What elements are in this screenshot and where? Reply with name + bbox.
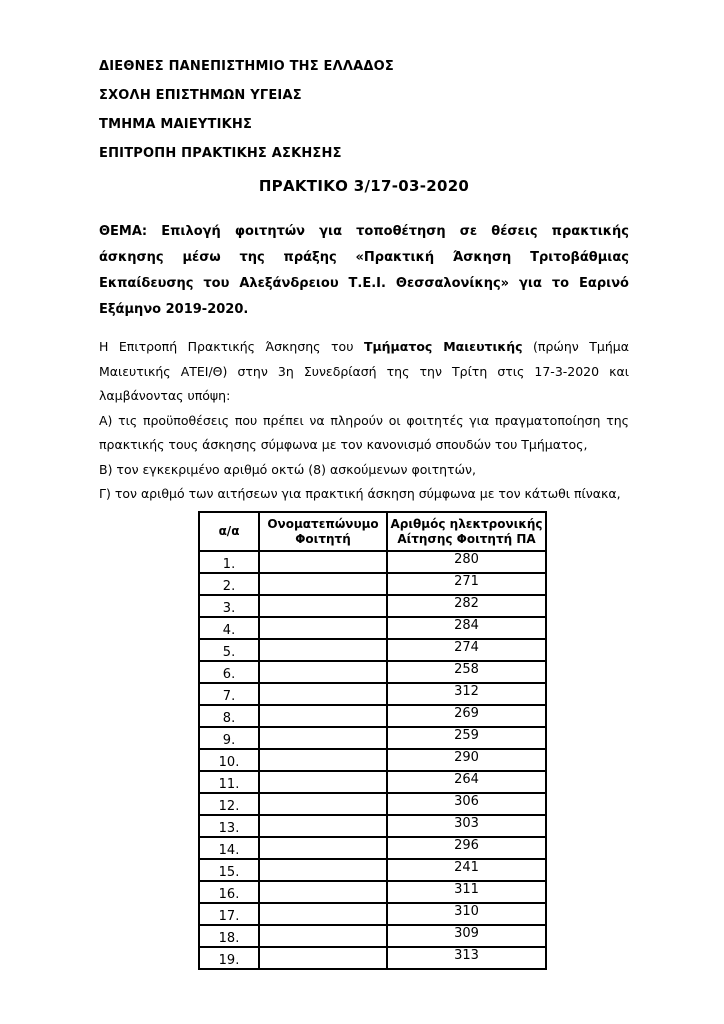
table-row [199,815,546,837]
application-number-cell: 313 [387,947,546,969]
application-number-cell: 310 [387,903,546,925]
row-index-cell: 18. [199,925,259,947]
header-cell-index: α/α [199,512,259,551]
header-cell-application-number: Αριθμός ηλεκτρονικής Αίτησης Φοιτητή ΠΑ [387,512,546,551]
student-name-cell [259,925,387,947]
row-index-cell: 14. [199,837,259,859]
table-row [199,573,546,595]
header-row [199,512,546,551]
intro-part2: (πρώην Τμήμα Μαιευτικής ΑΤΕΙ/Θ) στην 3η Συνεδρίασή της την Τρίτη στις 17-3-2020 και λαμβάνοντας υπόψη: [99,339,629,403]
student-name-cell [259,573,387,595]
table-row [199,925,546,947]
row-index-cell: 13. [199,815,259,837]
row-index-cell: 6. [199,661,259,683]
row-index-cell: 16. [199,881,259,903]
student-name-cell [259,859,387,881]
letterhead-line-committee: ΕΠΙΤΡΟΠΗ ΠΡΑΚΤΙΚΗΣ ΑΣΚΗΣΗΣ [99,146,342,161]
row-index-cell: 12. [199,793,259,815]
applications-table [198,511,547,970]
table-row [199,551,546,573]
application-number-cell: 282 [387,595,546,617]
intro-part1: Η Επιτροπή Πρακτικής Άσκησης του [99,339,364,354]
row-index-cell: 5. [199,639,259,661]
letterhead-line-university: ΔΙΕΘΝΕΣ ΠΑΝΕΠΙΣΤΗΜΙΟ ΤΗΣ ΕΛΛΑΔΟΣ [99,59,395,74]
application-number-cell: 269 [387,705,546,727]
applications-table-head [199,512,546,551]
intro-department-bold: Τμήματος Μαιευτικής [363,339,523,354]
table-row [199,903,546,925]
student-name-cell [259,683,387,705]
application-number-cell: 259 [387,727,546,749]
row-index-cell: 8. [199,705,259,727]
student-name-cell [259,837,387,859]
application-number-cell: 241 [387,859,546,881]
row-index-cell: 1. [199,551,259,573]
student-name-cell [259,749,387,771]
header-cell-student-name: Ονοματεπώνυμο Φοιτητή [259,512,387,551]
applications-table-body [199,551,546,969]
student-name-cell [259,727,387,749]
student-name-cell [259,793,387,815]
application-number-cell: 309 [387,925,546,947]
row-index-cell: 10. [199,749,259,771]
student-name-cell [259,551,387,573]
row-index-cell: 19. [199,947,259,969]
row-index-cell: 17. [199,903,259,925]
student-name-cell [259,705,387,727]
application-number-cell: 306 [387,793,546,815]
application-number-cell: 264 [387,771,546,793]
item-c: Γ) τον αριθμό των αιτήσεων για πρακτική άσκηση σύμφωνα με τον κάτωθι πίνακα, [99,486,621,501]
student-name-cell [259,639,387,661]
row-index-cell: 9. [199,727,259,749]
application-number-cell: 271 [387,573,546,595]
table-row [199,793,546,815]
application-number-cell: 312 [387,683,546,705]
letterhead-line-department: ΤΜΗΜΑ ΜΑΙΕΥΤΙΚΗΣ [99,117,253,132]
letterhead-line-school: ΣΧΟΛΗ ΕΠΙΣΤΗΜΩΝ ΥΓΕΙΑΣ [99,88,302,103]
table-row [199,749,546,771]
application-number-cell: 284 [387,617,546,639]
table-row [199,595,546,617]
application-number-cell: 290 [387,749,546,771]
student-name-cell [259,947,387,969]
row-index-cell: 15. [199,859,259,881]
table-row [199,837,546,859]
document-title: ΠΡΑΚΤΙΚΟ 3/17-03-2020 [258,177,470,195]
item-b: Β) τον εγκεκριμένο αριθμό οκτώ (8) ασκούμενων φοιτητών, [99,461,477,477]
application-number-cell: 303 [387,815,546,837]
document-content [99,52,629,970]
row-index-cell: 4. [199,617,259,639]
row-index-cell: 2. [199,573,259,595]
table-row [199,705,546,727]
student-name-cell [259,595,387,617]
table-row [199,881,546,903]
table-row [199,727,546,749]
table-row [199,661,546,683]
application-number-cell: 311 [387,881,546,903]
table-row [199,683,546,705]
table-row [199,617,546,639]
student-name-cell [259,815,387,837]
application-number-cell: 274 [387,639,546,661]
item-a: Α) τις προϋποθέσεις που πρέπει να πληρούν οι φοιτητές για πραγματοποίηση της πρακτικής τους άσκησης σύμφωνα με τον κανονισμό σπουδών του Τμήματος, [99,412,629,452]
subject-paragraph: ΘΕΜΑ: Επιλογή φοιτητών για τοποθέτηση σε θέσεις πρακτικής άσκησης μέσω της πράξης «Πρακτική Άσκηση Τριτοβάθμιας Εκπαίδευσης του Αλεξάνδρειου Τ.Ε.Ι. Θεσσαλονίκης» για το Εαρινό Εξάμηνο 2019-2020. [99,224,629,317]
application-number-cell: 280 [387,551,546,573]
applications-table-wrap [198,511,629,970]
student-name-cell [259,903,387,925]
application-number-cell: 258 [387,661,546,683]
letterhead [99,52,629,168]
student-name-cell [259,771,387,793]
row-index-cell: 3. [199,595,259,617]
table-row [199,771,546,793]
table-row [199,639,546,661]
intro-paragraph [99,335,629,409]
student-name-cell [259,881,387,903]
table-row [199,947,546,969]
student-name-cell [259,661,387,683]
row-index-cell: 11. [199,771,259,793]
application-number-cell: 296 [387,837,546,859]
row-index-cell: 7. [199,683,259,705]
table-row [199,859,546,881]
student-name-cell [259,617,387,639]
